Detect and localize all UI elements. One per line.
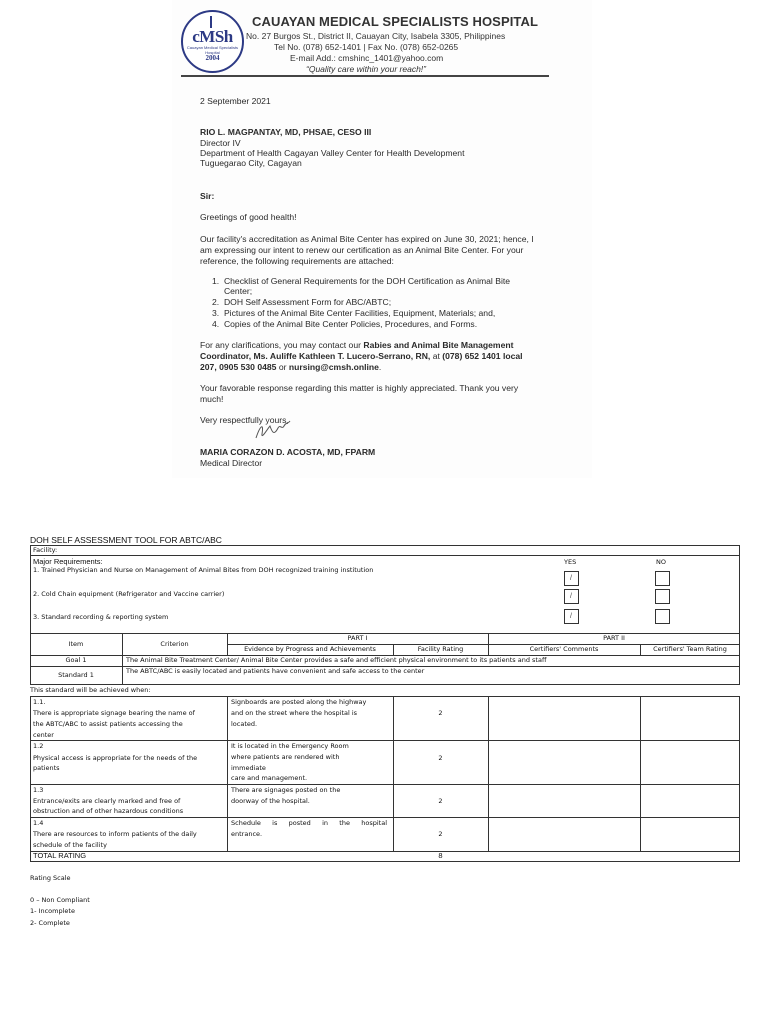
valediction: Very respectfully yours, — [200, 415, 289, 425]
major-item-1-yes-checkbox[interactable]: / — [564, 571, 579, 586]
evidence-header: Evidence by Progress and Achievements — [244, 645, 376, 653]
rating-scale-item: 1- Incomplete — [30, 907, 75, 915]
hospital-name: CAUAYAN MEDICAL SPECIALISTS HOSPITAL — [252, 14, 539, 29]
body-line: am expressing our intent to renew our certification as an Animal Bite Center. For your — [200, 245, 524, 255]
major-item-2-yes-checkbox[interactable]: / — [564, 589, 579, 604]
evidence-text: located. — [231, 720, 258, 728]
signature-image — [252, 418, 292, 442]
hospital-motto: “Quality care within your reach!” — [306, 64, 426, 74]
item-header: Item — [68, 640, 84, 648]
hospital-email: E-mail Add.: cmshinc_1401@yahoo.com — [290, 53, 444, 63]
hospital-phone: Tel No. (078) 652-1401 | Fax No. (078) 652-0265 — [274, 42, 459, 52]
col-divider — [640, 696, 641, 851]
major-item-text: 1. Trained Physician and Nurse on Management of Animal Bites from DOH recognized training institution — [33, 566, 374, 574]
no-header: NO — [656, 558, 666, 566]
row-divider — [30, 851, 740, 852]
row-divider — [30, 784, 740, 785]
facility-rating-value: 2 — [438, 830, 443, 838]
evidence-text: doorway of the hospital. — [231, 797, 310, 805]
form-title: DOH SELF ASSESSMENT TOOL FOR ABTC/ABC — [30, 535, 222, 545]
criterion-text: center — [33, 731, 54, 739]
signatory-name: MARIA CORAZON D. ACOSTA, MD, FPARM — [200, 447, 376, 457]
evidence-text: where patients are rendered with — [231, 753, 340, 761]
recipient-title: Director IV — [200, 138, 241, 148]
criterion-text: schedule of the facility — [33, 841, 107, 849]
evidence-text: immediate — [231, 764, 266, 772]
recipient-city: Tuguegarao City, Cagayan — [200, 158, 302, 168]
facility-rating-header: Facility Rating — [417, 645, 464, 653]
yes-header: YES — [564, 558, 577, 566]
recipient-office: Department of Health Cagayan Valley Center for Health Development — [200, 148, 465, 158]
criterion-text: Entrance/exits are clearly marked and free of — [33, 797, 181, 805]
major-item-1-no-checkbox[interactable] — [655, 571, 670, 586]
requirement-item: Center; — [212, 286, 253, 296]
criterion-text: patients — [33, 764, 60, 772]
facility-rating-value: 2 — [438, 754, 443, 762]
criterion-number: 1.3 — [33, 786, 44, 794]
col-divider — [488, 696, 489, 851]
hospital-address: No. 27 Burgos St., District II, Cauayan City, Isabela 3305, Philippines — [246, 31, 506, 41]
facility-row-divider — [30, 555, 740, 556]
evidence-text: Schedule is posted in the hospital — [231, 819, 387, 827]
evidence-text: entrance. — [231, 830, 263, 838]
contact-email: nursing@cmsh.online — [288, 362, 379, 372]
closing-line: much! — [200, 394, 224, 404]
criterion-number: 1.4 — [33, 819, 44, 827]
rating-scale-title: Rating Scale — [30, 874, 71, 882]
standard-text: The ABTC/ABC is easily located and patients have convenient and safe access to the center — [126, 667, 425, 675]
evidence-text: Signboards are posted along the highway — [231, 698, 367, 706]
criterion-header: Criterion — [160, 640, 189, 648]
closing-line: Your favorable response regarding this matter is highly appreciated. Thank you very — [200, 383, 519, 393]
major-item-text: 2. Cold Chain equipment (Refrigerator and Vaccine carrier) — [33, 590, 225, 598]
salutation: Sir: — [200, 191, 215, 201]
requirement-item: 1. Checklist of General Requirements for the DOH Certification as Animal Bite — [212, 276, 511, 286]
total-rating-label: TOTAL RATING — [33, 851, 87, 860]
evidence-text: It is located in the Emergency Room — [231, 742, 349, 750]
criterion-text: There are resources to inform patients of the daily — [33, 830, 197, 838]
letterhead-divider — [181, 75, 549, 77]
certifiers-comments-header: Certifiers' Comments — [529, 645, 599, 653]
part1-header: PART I — [347, 634, 368, 642]
recipient-name: RIO L. MAGPANTAY, MD, PHSAE, CESO III — [200, 127, 372, 137]
logo-initials: cMSh — [192, 27, 233, 46]
facility-label: Facility: — [33, 546, 58, 554]
major-item-text: 3. Standard recording & reporting system — [33, 613, 169, 621]
goal-text: The Animal Bite Treatment Center/ Animal Bite Center provides a safe and efficient physical environment to its patients and staff — [126, 656, 547, 664]
criterion-text: There is appropriate signage bearing the name of — [33, 709, 195, 717]
body-line: Our facility's accreditation as Animal Bite Center has expired on June 30, 2021; hence, I — [200, 234, 534, 244]
criterion-text: the ABTC/ABC to assist patients accessing the — [33, 720, 183, 728]
greeting: Greetings of good health! — [200, 212, 297, 222]
certifiers-rating-header: Certifiers' Team Rating — [653, 645, 727, 653]
letter-date: 2 September 2021 — [200, 96, 271, 106]
logo-ring-text: Cauayan Medical Specialists Hospital — [186, 45, 239, 55]
major-item-3-no-checkbox[interactable] — [655, 609, 670, 624]
hospital-logo — [181, 10, 244, 73]
part2-header: PART II — [603, 634, 625, 642]
contact-line-2: Coordinator, Ms. Auliffe Kathleen T. Lucero-Serrano, RN, at (078) 652 1401 local — [200, 351, 523, 361]
major-item-3-yes-checkbox[interactable]: / — [564, 609, 579, 624]
rating-scale-item: 2- Complete — [30, 919, 70, 927]
requirement-item: 4. Copies of the Animal Bite Center Policies, Procedures, and Forms. — [212, 319, 478, 329]
body-line: reference, the following requirements are attached: — [200, 256, 394, 266]
rating-scale-item: 0 – Non Compliant — [30, 896, 90, 904]
contact-line-1: For any clarifications, you may contact our Rabies and Animal Bite Management — [200, 340, 514, 350]
col-divider — [122, 655, 123, 685]
requirement-item: 3. Pictures of the Animal Bite Center Facilities, Equipment, Materials; and, — [212, 308, 496, 318]
facility-rating-value: 2 — [438, 709, 443, 717]
standard-label: Standard 1 — [58, 671, 94, 679]
criterion-number: 1.2 — [33, 742, 44, 750]
evidence-text: care and management. — [231, 774, 308, 782]
evidence-text: and on the street where the hospital is — [231, 709, 358, 717]
facility-rating-value: 2 — [438, 797, 443, 805]
criterion-number: 1.1. — [33, 698, 46, 706]
requirement-item: 2. DOH Self Assessment Form for ABC/ABTC; — [212, 297, 392, 307]
achieved-note: This standard will be achieved when: — [30, 686, 151, 694]
major-item-2-no-checkbox[interactable] — [655, 589, 670, 604]
criterion-text: Physical access is appropriate for the needs of the — [33, 754, 198, 762]
total-rating-value: 8 — [438, 851, 443, 860]
col-divider — [393, 696, 394, 851]
evidence-text: There are signages posted on the — [231, 786, 341, 794]
col-divider — [227, 696, 228, 851]
signatory-title: Medical Director — [200, 458, 263, 468]
goal-label: Goal 1 — [65, 656, 87, 664]
major-requirements-label: Major Requirements: — [33, 557, 103, 566]
contact-line-3: 207, 0905 530 0485 or nursing@cmsh.online. — [200, 362, 382, 372]
criterion-text: obstruction and of other hazardous conditions — [33, 807, 184, 815]
row-divider — [30, 740, 740, 741]
logo-year: 2004 — [205, 54, 220, 62]
